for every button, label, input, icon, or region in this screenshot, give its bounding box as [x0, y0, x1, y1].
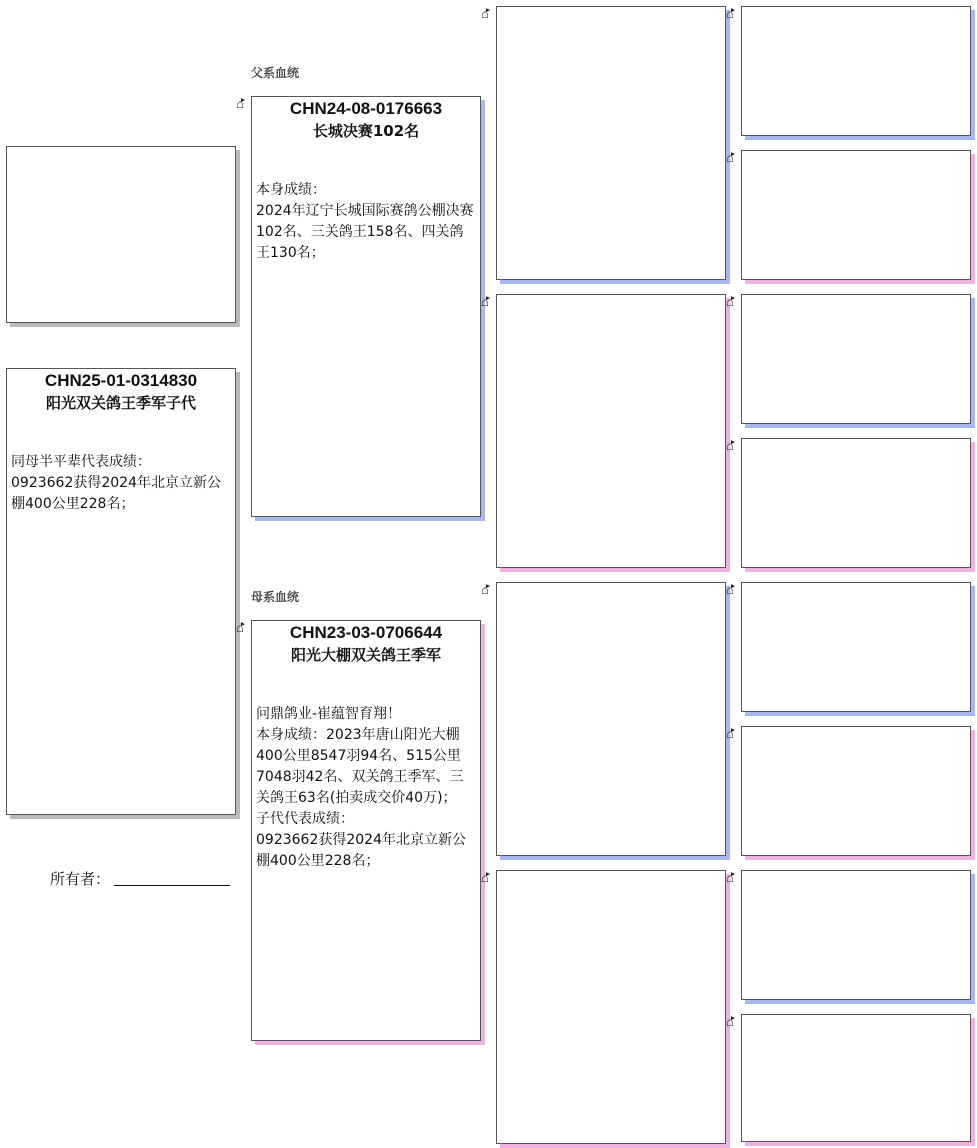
- great-grandparent-card-4[interactable]: [741, 438, 971, 568]
- dam-section-label: 母系血统: [251, 590, 300, 604]
- owner-blank-line[interactable]: [114, 885, 230, 886]
- sire-card[interactable]: [251, 96, 481, 517]
- owner-field[interactable]: [50, 868, 230, 889]
- granddam-paternal-card[interactable]: [496, 294, 726, 568]
- pigeon-leg-ring-icon: ⌂ ▶: [726, 584, 738, 600]
- sire-name: 长城决赛102名: [312, 122, 420, 140]
- pigeon-leg-ring-icon: ⌂ ▶: [236, 622, 248, 638]
- sire-ring-id: CHN24-08-0176663: [289, 99, 443, 118]
- pigeon-leg-ring-icon: ⌂ ▶: [726, 440, 738, 456]
- grandsire-paternal-card[interactable]: [496, 6, 726, 280]
- grandsire-maternal-card[interactable]: [496, 582, 726, 856]
- great-grandparent-card-2[interactable]: [741, 150, 971, 280]
- subject-photo-box: [6, 146, 236, 323]
- owner-label: 所有者：: [50, 870, 111, 888]
- great-grandparent-card-7[interactable]: [741, 870, 971, 1000]
- pigeon-leg-ring-icon: ⌂ ▶: [481, 584, 493, 600]
- great-grandparent-card-8[interactable]: [741, 1014, 971, 1142]
- great-grandparent-card-3[interactable]: [741, 294, 971, 424]
- subject-card[interactable]: [6, 368, 236, 815]
- pigeon-leg-ring-icon: ⌂ ▶: [726, 152, 738, 168]
- dam-name: 阳光大棚双关鸽王季军: [290, 646, 441, 664]
- subject-ring-id: CHN25-01-0314830: [44, 371, 198, 390]
- great-grandparent-card-1[interactable]: [741, 6, 971, 136]
- granddam-maternal-card[interactable]: [496, 870, 726, 1144]
- subject-name: 阳光双关鸽王季军子代: [45, 394, 196, 412]
- pigeon-leg-ring-icon: ⌂ ▶: [726, 296, 738, 312]
- pigeon-leg-ring-icon: ⌂ ▶: [726, 1016, 738, 1032]
- dam-info: 问鼎鸽业-崔蕴智育翔！ 本身成绩：2023年唐山阳光大棚400公里8547羽94名、515公里7048羽42名、双关鸽王季军、三关鸽王63名(拍卖成交价40万)； 子代代表成绩： 0923662获得2024年北京立新公棚400公里228名；: [256, 706, 466, 869]
- sire-info: 本身成绩： 2024年辽宁长城国际赛鸽公棚决赛102名、三关鸽王158名、四关鸽王130名；: [256, 182, 474, 261]
- pigeon-leg-ring-icon: ⌂ ▶: [726, 872, 738, 888]
- pigeon-leg-ring-icon: ⌂ ▶: [481, 296, 493, 312]
- great-grandparent-card-5[interactable]: [741, 582, 971, 712]
- dam-ring-id: CHN23-03-0706644: [289, 623, 443, 642]
- great-grandparent-card-6[interactable]: [741, 726, 971, 856]
- pigeon-leg-ring-icon: ⌂ ▶: [481, 872, 493, 888]
- pigeon-leg-ring-icon: ⌂ ▶: [236, 98, 248, 114]
- sire-section-label: 父系血统: [251, 66, 300, 80]
- subject-info: 同母半平辈代表成绩： 0923662获得2024年北京立新公棚400公里228名；: [11, 454, 221, 512]
- dam-card[interactable]: [251, 620, 481, 1041]
- pigeon-leg-ring-icon: ⌂ ▶: [726, 8, 738, 24]
- pigeon-leg-ring-icon: ⌂ ▶: [481, 8, 493, 24]
- pigeon-leg-ring-icon: ⌂ ▶: [726, 728, 738, 744]
